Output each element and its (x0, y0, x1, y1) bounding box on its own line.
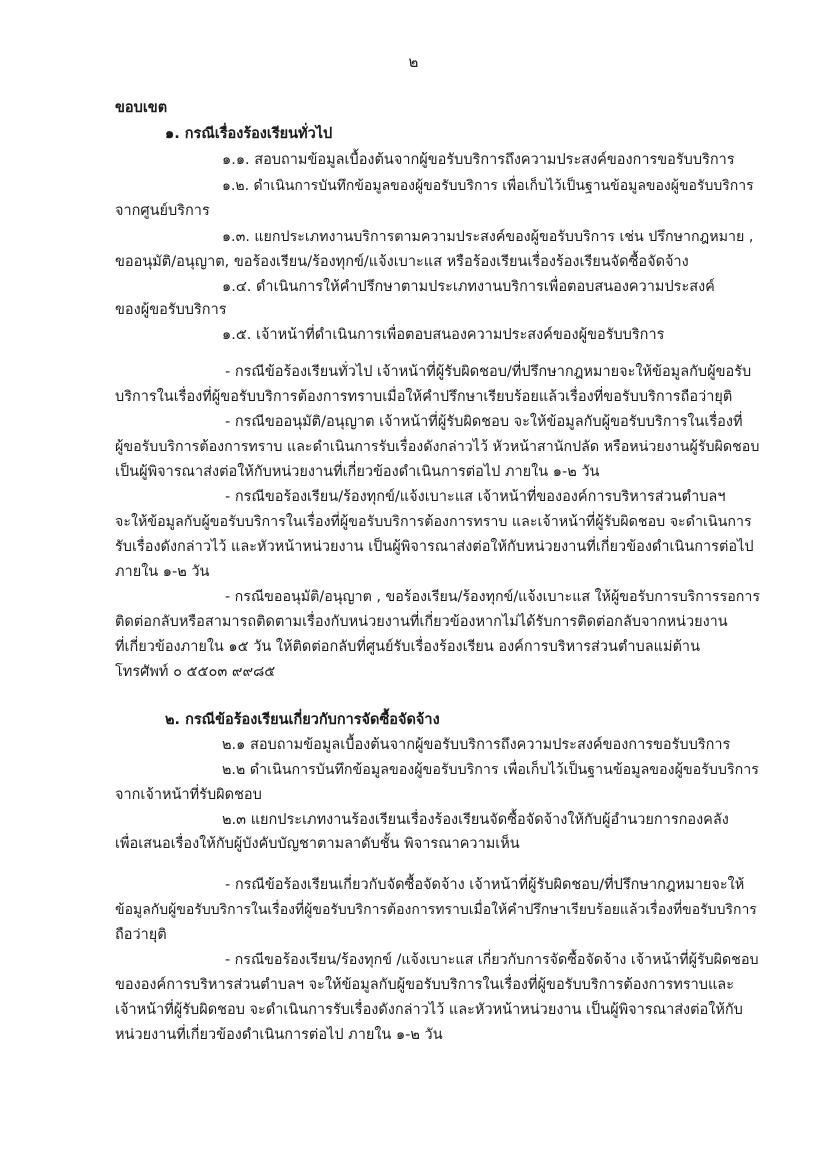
section1-line: เป็นผู้พิจารณาส่งต่อให้กับหน่วยงานที่เกี่ยวข้องดำเนินการต่อไป ภายใน ๑-๒ วัน (115, 464, 600, 480)
section1-line: ๑.๑. สอบถามข้อมูลเบื้องต้นจากผู้ขอรับบริการถึงความประสงค์ของการขอรับบริการ (222, 152, 735, 168)
section1-line: ๑.๓. แยกประเภทงานบริการตามความประสงค์ของผู้ขอรับบริการ เช่น ปรึกษากฎหมาย , (222, 229, 754, 245)
section1-line: - กรณีขออนุมัติ/อนุญาต เจ้าหน้าที่ผู้รับผิดชอบ จะให้ข้อมูลกับผู้ขอรับบริการในเรื่องที่ (225, 414, 743, 430)
section1-line: ติดต่อกลับหรือสามารถติดตามเรื่องกับหน่วยงานที่เกี่ยวข้องหากไม่ได้รับการติดต่อกลับจากหน่วยงาน (115, 614, 728, 630)
section2-line: - กรณีขอร้องเรียน/ร้องทุกข์ /แจ้งเบาะแส เกี่ยวกับการจัดซื้อจัดจ้าง เจ้าหน้าที่ผู้รับผิดชอบ (225, 952, 759, 968)
section2-line: ๒.๒ ดำเนินการบันทึกข้อมูลของผู้ขอรับบริการ เพื่อเก็บไว้เป็นฐานข้อมูลของผู้ขอรับบริการ (222, 762, 759, 778)
section1-line: ผู้ขอรับบริการต้องการทราบ และดำเนินการรับเรื่องดังกล่าวไว้ หัวหน้าสานักปลัด หรือหน่วยงานผู้รับผิดชอบ (115, 439, 760, 455)
section1-line: - กรณีขอร้องเรียน/ร้องทุกข์/แจ้งเบาะแส เจ้าหน้าที่ขององค์การบริหารส่วนตำบลฯ (225, 489, 726, 505)
section1-line: ขออนุมัติ/อนุญาต, ขอร้องเรียน/ร้องทุกข์/แจ้งเบาะแส หรือร้องเรียนเรื่องร้องเรียนจัดซื้อจัดจ้าง (115, 254, 689, 270)
section2-line: หน่วยงานที่เกี่ยวข้องดำเนินการต่อไป ภายใน ๑-๒ วัน (115, 1027, 443, 1043)
section2-line: ขององค์การบริหารส่วนตำบลฯ จะให้ข้อมูลกับผู้ขอรับบริการในเรื่องที่ผู้ขอรับบริการต้องการทราบและ (115, 977, 734, 993)
section1-line: ๑.๒. ดำเนินการบันทึกข้อมูลของผู้ขอรับบริการ เพื่อเก็บไว้เป็นฐานข้อมูลของผู้ขอรับบริการ (222, 178, 754, 194)
section1-line: ๑.๕. เจ้าหน้าที่ดำเนินการเพื่อตอบสนองความประสงค์ของผู้ขอรับบริการ (222, 327, 665, 343)
section2-line: ๒.๑ สอบถามข้อมูลเบื้องต้นจากผู้ขอรับบริการถึงความประสงค์ของการขอรับบริการ (222, 737, 731, 753)
section1-line: จะให้ข้อมูลกับผู้ขอรับบริการในเรื่องที่ผู้ขอรับบริการต้องการทราบ และเจ้าหน้าที่ผู้รับผิดชอบ จะดำเนินการ (115, 514, 752, 530)
section1-line: ๑.๔. ดำเนินการให้คำปรึกษาตามประเภทงานบริการเพื่อตอบสนองความประสงค์ (222, 279, 715, 295)
section2-line: เพื่อเสนอเรื่องให้กับผู้บังคับบัญชาตามลาดับชั้น พิจารณาความเห็น (115, 836, 520, 852)
section1-line: ของผู้ขอรับบริการ (115, 302, 227, 318)
section1-line: บริการในเรื่องที่ผู้ขอรับบริการต้องการทราบเมื่อให้คำปรึกษาเรียบร้อยแล้วเรื่องที่ขอรับบริการถือว่ายุติ (115, 389, 733, 405)
section1-line: รับเรื่องดังกล่าวไว้ และหัวหน้าหน่วยงาน เป็นผู้พิจารณาส่งต่อให้กับหน่วยงานที่เกี่ยวข้องดำเนินการต่อไป (115, 539, 754, 555)
section1-line: โทรศัพท์ ๐ ๕๕๐๓ ๙๙๘๕ (115, 664, 276, 680)
section1-line: ที่เกี่ยวข้องภายใน ๑๕ วัน ให้ติดต่อกลับที่ศูนย์รับเรื่องร้องเรียน องค์การบริหารส่วนตำบลแม่ต้าน (115, 639, 700, 655)
section2-line: - กรณีข้อร้องเรียนเกี่ยวกับจัดซื้อจัดจ้าง เจ้าหน้าที่ผู้รับผิดชอบ/ที่ปรึกษากฎหมายจะให้ (225, 877, 745, 893)
section1-line: - กรณีข้อร้องเรียนทั่วไป เจ้าหน้าที่ผู้รับผิดชอบ/ที่ปรึกษากฎหมายจะให้ข้อมูลกับผู้ขอรับ (225, 364, 752, 380)
section2-line: ข้อมูลกับผู้ขอรับบริการในเรื่องที่ผู้ขอรับบริการต้องการทราบเมื่อให้คำปรึกษาเรียบร้อยแล้วเรื่องที่ขอรับบริการ (115, 902, 757, 918)
section1-heading: ๑. กรณีเรื่องร้องเรียนทั่วไป (165, 126, 333, 142)
section1-line: จากศูนย์บริการ (115, 203, 210, 219)
section2-heading: ๒. กรณีข้อร้องเรียนเกี่ยวกับการจัดซื้อจัดจ้าง (165, 712, 440, 728)
scope-heading: ขอบเขต (115, 100, 168, 116)
section2-line: ๒.๓ แยกประเภทงานร้องเรียนเรื่องร้องเรียนจัดซื้อจัดจ้างให้กับผู้อำนวยการกองคลัง (222, 812, 729, 828)
section2-line: จากเจ้าหน้าที่รับผิดชอบ (115, 787, 262, 803)
section1-line: - กรณีขออนุมัติ/อนุญาต , ขอร้องเรียน/ร้องทุกข์/แจ้งเบาะแส ให้ผู้ขอรับการบริการรอการ (225, 589, 761, 605)
section2-line: ถือว่ายุติ (115, 927, 167, 943)
section2-line: เจ้าหน้าที่ผู้รับผิดชอบ จะดำเนินการรับเรื่องดังกล่าวไว้ และหัวหน้าหน่วยงาน เป็นผู้พิจารณาส่งต่อให้กับ (115, 1002, 743, 1018)
section1-line: ภายใน ๑-๒ วัน (115, 564, 210, 580)
page-number: ๒ (408, 53, 419, 71)
